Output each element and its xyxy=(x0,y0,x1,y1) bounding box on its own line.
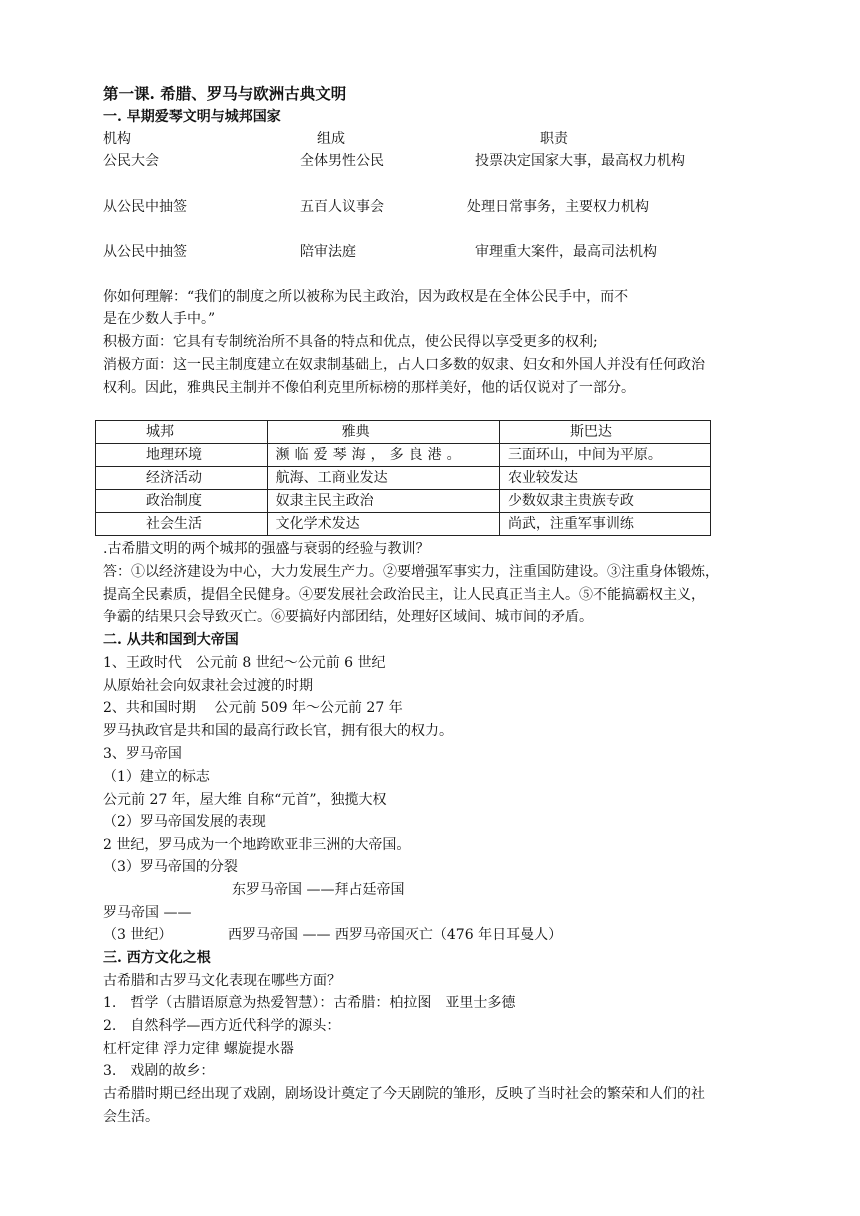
section3-line: 会生活。 xyxy=(103,1109,159,1125)
split-root: 罗马帝国 —— xyxy=(103,905,192,921)
section2-line: （3）罗马帝国的分裂 xyxy=(103,859,238,875)
answer-line: 答：①以经济建设为中心，大力发展生产力。②要增强军事实力，注重国防建设。③注重身体锻炼， xyxy=(103,564,719,580)
section3-line: 2. 自然科学—西方近代科学的源头： xyxy=(103,1018,341,1034)
row-b: 全体男性公民 xyxy=(300,153,384,169)
row-b: 五百人议事会 xyxy=(300,199,384,215)
section2-line: 从原始社会向奴隶社会过渡的时期 xyxy=(103,678,313,694)
section2-line: 公元前 27 年，屋大维 自称“元首”，独揽大权 xyxy=(103,792,387,808)
table-cell: 少数奴隶主贵族专政 xyxy=(499,490,710,513)
section2-heading: 二. 从共和国到大帝国 xyxy=(103,632,239,648)
table-row xyxy=(96,490,711,513)
col-header-institution: 机构 xyxy=(103,131,131,147)
table-cell: 三面环山，中间为平原。 xyxy=(499,444,710,467)
section2-line: 2 世纪，罗马成为一个地跨欧亚非三洲的大帝国。 xyxy=(103,837,411,853)
section2-line: 罗马执政官是共和国的最高行政长官，拥有很大的权力。 xyxy=(103,723,453,739)
table-cell: 社会生活 xyxy=(96,513,268,536)
question-line: .古希腊文明的两个城邦的强盛与衰弱的经验与教训？ xyxy=(103,541,430,557)
table-cell: 文化学术发达 xyxy=(267,513,499,536)
paragraph-line: 积极方面：它具有专制统治所不具备的特点和优点，使公民得以享受更多的权利; xyxy=(103,334,598,350)
table-cell: 奴隶主民主政治 xyxy=(267,490,499,513)
section3-line: 古希腊和古罗马文化表现在哪些方面？ xyxy=(103,973,341,989)
answer-line: 争霸的结果只会导致灭亡。⑥要搞好内部团结，处理好区域间、城市间的矛盾。 xyxy=(103,609,593,625)
table-cell: 地理环境 xyxy=(96,444,268,467)
answer-line: 提高全民素质，提倡全民健身。④要发展社会政治民主，让人民真正当主人。⑤不能搞霸权主义， xyxy=(103,587,705,603)
section2-line: 3、罗马帝国 xyxy=(103,746,182,762)
table-cell: 尚武，注重军事训练 xyxy=(499,513,710,536)
section2-line: 1、王政时代 公元前 8 世纪～公元前 6 世纪 xyxy=(103,655,386,671)
section3-line: 古希腊时期已经出现了戏剧，剧场设计奠定了今天剧院的雏形，反映了当时社会的繁荣和人们的社 xyxy=(103,1086,705,1102)
row-c: 投票决定国家大事，最高权力机构 xyxy=(475,153,685,169)
row-a: 公民大会 xyxy=(103,153,159,169)
row-a: 从公民中抽签 xyxy=(103,199,187,215)
page-title: 第一课. 希腊、罗马与欧洲古典文明 xyxy=(103,84,347,103)
paragraph-line: 是在少数人手中。” xyxy=(103,311,216,327)
split-west: 西罗马帝国 —— 西罗马帝国灭亡（476 年日耳曼人） xyxy=(228,927,563,943)
split-east: 东罗马帝国 ——拜占廷帝国 xyxy=(232,882,405,898)
city-state-comparison-table xyxy=(95,420,711,536)
row-b: 陪审法庭 xyxy=(300,244,356,260)
split-century: （3 世纪） xyxy=(103,927,173,943)
table-row xyxy=(96,513,711,536)
section3-line: 3. 戏剧的故乡： xyxy=(103,1063,215,1079)
section3-heading: 三. 西方文化之根 xyxy=(103,950,211,966)
section2-line: （2）罗马帝国发展的表现 xyxy=(103,814,266,830)
paragraph-line: 消极方面：这一民主制度建立在奴隶制基础上，占人口多数的奴隶、妇女和外国人并没有任何政治 xyxy=(103,357,705,373)
table-cell: 经济活动 xyxy=(96,467,268,490)
row-a: 从公民中抽签 xyxy=(103,244,187,260)
col-header-duty: 职责 xyxy=(540,131,568,147)
paragraph-line: 权利。因此，雅典民主制并不像伯利克里所标榜的那样美好，他的话仅说对了一部分。 xyxy=(103,380,635,396)
row-c: 审理重大案件，最高司法机构 xyxy=(475,244,657,260)
paragraph-line: 你如何理解：“我们的制度之所以被称为民主政治，因为政权是在全体公民手中，而不 xyxy=(103,289,629,305)
col-header-composition: 组成 xyxy=(317,131,345,147)
table-header-row xyxy=(96,421,711,444)
table-row xyxy=(96,467,711,490)
section3-line: 杠杆定律 浮力定律 螺旋提水器 xyxy=(103,1041,294,1057)
table-cell: 濒临爱琴海，多良港。 xyxy=(267,444,499,467)
section2-line: （1）建立的标志 xyxy=(103,769,210,785)
section2-line: 2、共和国时期 公元前 509 年～公元前 27 年 xyxy=(103,700,403,716)
section1-heading: 一. 早期爱琴文明与城邦国家 xyxy=(103,109,281,125)
row-c: 处理日常事务，主要权力机构 xyxy=(467,199,649,215)
table-cell: 农业较发达 xyxy=(499,467,710,490)
section3-line: 1. 哲学（古腊语原意为热爱智慧）：古希腊：柏拉图 亚里士多德 xyxy=(103,995,516,1011)
table-cell: 城邦 xyxy=(96,421,268,444)
table-cell: 雅典 xyxy=(267,421,499,444)
table-cell: 航海、工商业发达 xyxy=(267,467,499,490)
table-row xyxy=(96,444,711,467)
table-cell: 斯巴达 xyxy=(499,421,710,444)
table-cell: 政治制度 xyxy=(96,490,268,513)
